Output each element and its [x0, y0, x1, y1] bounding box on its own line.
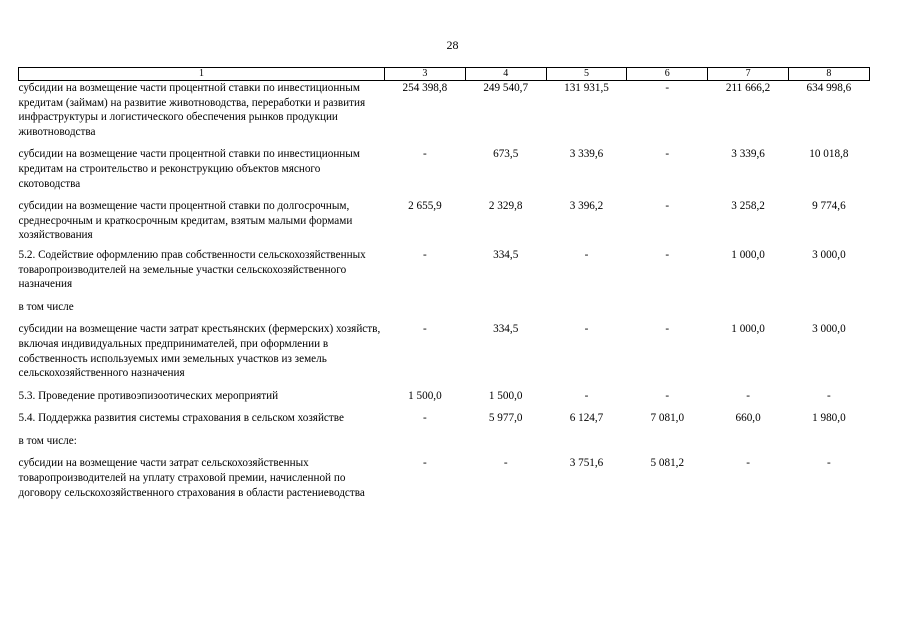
- row-value: -: [423, 248, 427, 261]
- row-value: 1 000,0: [731, 323, 765, 336]
- row-value: 2 655,9: [408, 200, 442, 213]
- column-header: 1: [19, 68, 385, 81]
- page-number: 28: [446, 38, 459, 52]
- row-value: -: [665, 248, 670, 261]
- row-value: 3 339,6: [731, 148, 765, 161]
- row-description: субсидии на возмещение части процентной ставки по инвестиционным кредитам на строительство и реконструкцию объектов мясного скотоводства: [18, 148, 360, 190]
- row-value: 1 980,0: [812, 412, 846, 425]
- column-header: 3: [385, 68, 466, 81]
- row-value: 9 774,6: [812, 200, 846, 213]
- table-row: [19, 243, 870, 292]
- row-value: 3 000,0: [812, 323, 846, 336]
- row-description: 5.3. Проведение противоэпизоотических мероприятий: [18, 389, 279, 402]
- row-value: -: [665, 148, 670, 161]
- row-description: субсидии на возмещение части процентной ставки по инвестиционным кредитам (займам) на развитие животноводства, переработки и развития инфраструктуры и логистического обеспечения рынков продукции животноводства: [18, 82, 366, 138]
- row-value: 1 500,0: [488, 389, 523, 402]
- table-row: [19, 81, 870, 140]
- row-value: -: [665, 323, 670, 336]
- row-value: -: [423, 323, 427, 336]
- row-value: 254 398,8: [402, 82, 448, 94]
- row-value: 634 998,6: [806, 82, 852, 94]
- row-value: [546, 292, 627, 315]
- column-header: 4: [465, 68, 546, 81]
- table-row: [19, 191, 870, 243]
- row-value: [627, 292, 708, 315]
- row-value: [708, 292, 789, 315]
- row-value: [546, 426, 627, 449]
- row-value: -: [746, 457, 750, 470]
- row-value: -: [423, 148, 427, 161]
- row-description: в том числе:: [18, 434, 77, 447]
- row-value: [627, 426, 708, 449]
- row-value: 10 018,8: [809, 148, 849, 161]
- row-value: [465, 292, 546, 315]
- row-value: 3 396,2: [569, 200, 604, 213]
- row-value: -: [584, 323, 589, 336]
- row-value: 3 000,0: [812, 248, 846, 261]
- table-row: [19, 139, 870, 191]
- row-value: 1 000,0: [731, 248, 765, 261]
- table-body: [19, 81, 870, 501]
- row-value: 334,5: [493, 248, 519, 261]
- row-value: [708, 426, 789, 449]
- row-value: -: [665, 389, 670, 402]
- row-value: 3 339,6: [569, 148, 604, 161]
- row-value: -: [827, 457, 831, 470]
- row-value: 7 081,0: [650, 412, 685, 425]
- table-row: [19, 381, 870, 404]
- row-value: -: [665, 82, 670, 94]
- row-value: [788, 292, 869, 315]
- row-value: -: [503, 457, 508, 470]
- row-value: 6 124,7: [569, 412, 604, 425]
- row-value: -: [827, 389, 831, 402]
- table-header-row: [19, 68, 870, 81]
- row-description: субсидии на возмещение части затрат крестьянских (фермерских) хозяйств, включая индивидуальных предпринимателей, при оформлении в собственность используемых ими земельных участков из земель сельскохозяйственного назначения: [18, 323, 381, 380]
- row-value: 673,5: [493, 148, 519, 161]
- table-row: [19, 426, 870, 449]
- row-value: 5 081,2: [650, 457, 685, 470]
- row-value: -: [423, 457, 427, 470]
- row-description: субсидии на возмещение части процентной ставки по долгосрочным, среднесрочным и краткосрочным кредитам, взятым малыми формами хозяйствования: [18, 200, 353, 242]
- column-header: 7: [708, 68, 789, 81]
- budget-table: [18, 67, 870, 500]
- row-description: 5.4. Поддержка развития системы страхования в сельском хозяйстве: [18, 412, 344, 425]
- row-description: в том числе: [18, 300, 74, 313]
- table-row: [19, 448, 870, 500]
- row-value: 249 540,7: [483, 82, 529, 94]
- row-value: -: [584, 248, 589, 261]
- row-value: -: [423, 412, 427, 425]
- row-value: 3 258,2: [731, 200, 765, 213]
- row-value: [465, 426, 546, 449]
- row-value: 1 500,0: [408, 389, 442, 402]
- row-value: [385, 292, 466, 315]
- row-description: субсидии на возмещение части затрат сельскохозяйственных товаропроизводителей на уплату страховой премии, начисленной по договору сельскохозяйственного страхования в области растениеводства: [18, 457, 365, 499]
- row-value: [788, 426, 869, 449]
- column-header: 5: [546, 68, 627, 81]
- column-header: 8: [788, 68, 869, 81]
- row-value: 211 666,2: [725, 82, 771, 94]
- row-description: 5.2. Содействие оформлению прав собственности сельскохозяйственных товаропроизводителей на земельные участки сельскохозяйственного назначения: [18, 248, 366, 291]
- row-value: 5 977,0: [488, 412, 523, 425]
- row-value: 2 329,8: [488, 200, 523, 213]
- row-value: 660,0: [735, 412, 761, 425]
- table-row: [19, 314, 870, 380]
- row-value: -: [665, 200, 670, 213]
- row-value: 334,5: [493, 323, 519, 336]
- table-row: [19, 292, 870, 315]
- row-value: [385, 426, 466, 449]
- row-value: 3 751,6: [569, 457, 604, 470]
- row-value: -: [584, 389, 589, 402]
- table-row: [19, 403, 870, 426]
- row-value: 131 931,5: [564, 82, 609, 94]
- row-value: -: [746, 389, 750, 402]
- column-header: 6: [627, 68, 708, 81]
